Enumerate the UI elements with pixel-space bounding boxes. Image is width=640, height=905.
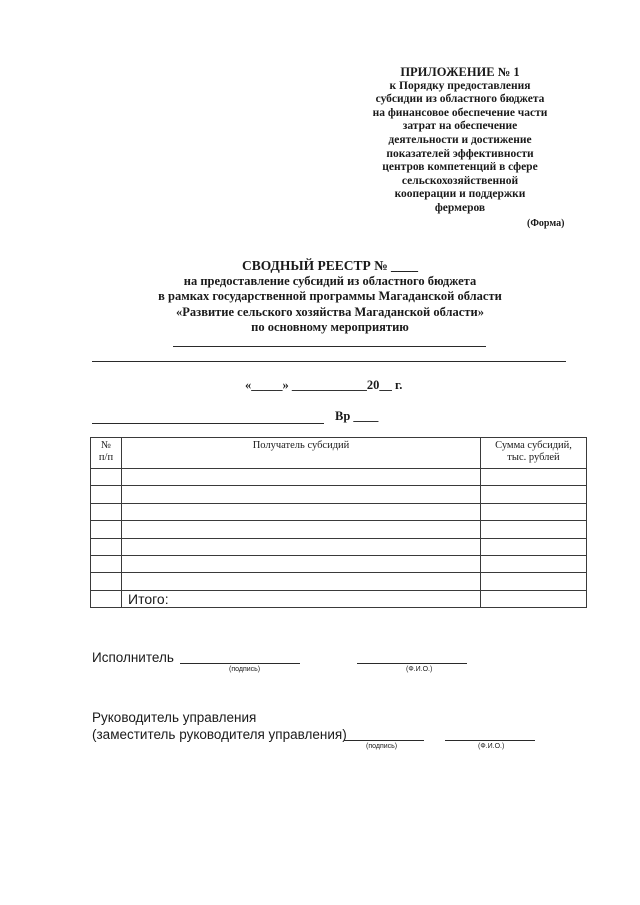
table-cell (122, 503, 481, 520)
appendix-line: фермеров (434, 201, 486, 214)
head-label-sub: (заместитель руководителя управления) (92, 727, 347, 742)
table-cell (122, 521, 481, 538)
head-signature-line (344, 740, 424, 741)
table-cell (122, 573, 481, 590)
executor-signature-caption: (подпись) (229, 666, 261, 673)
head-signature-caption: (подпись) (366, 743, 398, 750)
header-number-line: п/п (98, 452, 114, 463)
table-cell (122, 469, 481, 486)
table-total-row (91, 590, 587, 607)
appendix-line: кооперации и поддержки (394, 188, 526, 201)
header-sum-line: Сумма субсидий, (495, 440, 572, 451)
head-name-caption: (Ф.И.О.) (478, 743, 505, 750)
table-cell (481, 555, 587, 572)
table-cell (481, 469, 587, 486)
register-line: в рамках государственной программы Магаданской области (158, 289, 502, 304)
register-table (90, 437, 587, 608)
appendix-title: ПРИЛОЖЕНИЕ № 1 (400, 65, 520, 79)
table-row (91, 469, 587, 486)
table-cell (91, 573, 122, 590)
organization-fill-line (92, 423, 324, 424)
table-cell (481, 573, 587, 590)
appendix-line: центров компетенций в сфере (382, 161, 538, 174)
table-row (91, 538, 587, 555)
event-fill-line (173, 346, 486, 347)
table-cell (481, 503, 587, 520)
table-cell (91, 590, 122, 607)
table-cell (481, 538, 587, 555)
executor-name-line (357, 663, 467, 664)
table-cell (91, 486, 122, 503)
appendix-line: субсидии из областного бюджета (375, 93, 545, 106)
table-cell (91, 503, 122, 520)
appendix-line: показателей эффективности (386, 147, 534, 160)
table-row (91, 486, 587, 503)
form-label: (Форма) (527, 218, 565, 229)
header-number-line: № (100, 440, 112, 451)
table-cell (91, 469, 122, 486)
date-line: «_____» ____________20__ г. (245, 378, 403, 392)
appendix-line: затрат на обеспечение (402, 120, 518, 133)
table-row (91, 521, 587, 538)
table-cell (91, 555, 122, 572)
appendix-block (355, 66, 565, 216)
table-row (91, 573, 587, 590)
table-cell (122, 486, 481, 503)
header-sum (481, 438, 587, 469)
total-label: Итого: (122, 590, 481, 607)
table-cell (481, 486, 587, 503)
executor-name-caption: (Ф.И.О.) (406, 666, 433, 673)
register-title: СВОДНЫЙ РЕЕСТР № ____ (241, 258, 419, 273)
register-line: «Развитие сельского хозяйства Магаданской области» (176, 304, 484, 319)
table-cell (91, 538, 122, 555)
vr-line: Вр ____ (335, 409, 379, 423)
table-cell (122, 555, 481, 572)
executor-label: Исполнитель (92, 650, 174, 665)
header-recipient: Получатель субсидий (122, 438, 481, 469)
table-row (91, 503, 587, 520)
table-row (91, 555, 587, 572)
appendix-line: сельскохозяйственной (401, 174, 519, 187)
register-title-block (130, 258, 530, 336)
appendix-line: к Порядку предоставления (389, 79, 531, 92)
register-line: на предоставление субсидий из областного бюджета (183, 273, 477, 288)
executor-signature-line (180, 663, 300, 664)
appendix-line: деятельности и достижение (388, 133, 532, 146)
header-sum-line: тыс. рублей (507, 452, 560, 463)
total-sum-cell (481, 590, 587, 607)
register-line: по основному мероприятию (251, 320, 409, 335)
table-header-row (91, 438, 587, 469)
table-cell (122, 538, 481, 555)
event-fill-line-2 (92, 361, 566, 362)
head-name-line (445, 740, 535, 741)
table-cell (481, 521, 587, 538)
header-number (91, 438, 122, 469)
head-label: Руководитель управления (92, 710, 257, 725)
table-cell (91, 521, 122, 538)
appendix-line: на финансовое обеспечение части (372, 106, 548, 119)
